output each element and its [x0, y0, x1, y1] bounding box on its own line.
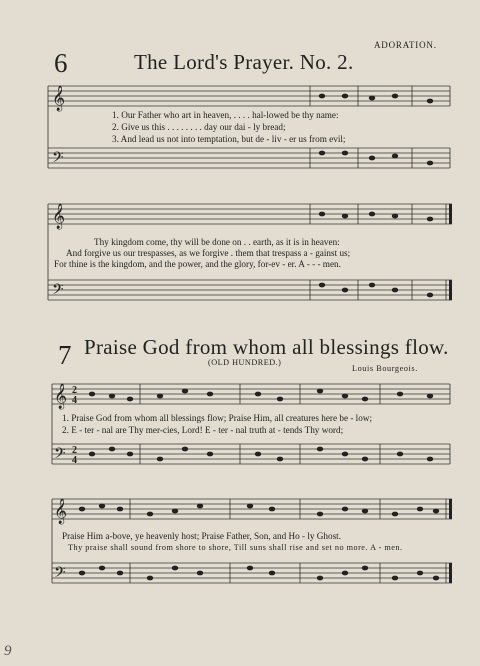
svg-text:4: 4 [72, 455, 77, 466]
svg-text:𝄢: 𝄢 [52, 281, 64, 301]
hymn-6-s2-line-1: Thy kingdom come, thy will be done on . . earth, as it is in heaven: [94, 237, 340, 247]
hymn-7-verse-1-part-b: Praise Him a-bove, ye heavenly host; Praise Father, Son, and Ho - ly Ghost. [62, 531, 342, 541]
page-number: 9 [4, 643, 12, 659]
hymn-6-s1-line-1: 1. Our Father who art in heaven, . . . . hal-lowed be thy name: [112, 110, 339, 120]
svg-text:𝄞: 𝄞 [54, 498, 68, 523]
hymn-6-s2-line-3: For thine is the kingdom, and the power, and the glory, for-ev - er. A - - - men. [54, 259, 341, 269]
tune-name: (OLD HUNDRED.) [208, 358, 282, 367]
category-label: ADORATION. [374, 40, 437, 50]
staff-system-1 [0, 78, 480, 188]
svg-text:2: 2 [72, 385, 77, 396]
hymn-7-number: 7 [58, 340, 72, 370]
hymn-7-title: Praise God from whom all blessings flow. [84, 335, 449, 359]
hymn-6-s2-line-2: And forgive us our trespasses, as we forgive . them that trespass a - gainst us; [66, 248, 351, 258]
svg-text:𝄢: 𝄢 [54, 564, 66, 584]
svg-text:4: 4 [72, 395, 77, 406]
svg-text:𝄞: 𝄞 [54, 383, 68, 408]
hymn-7-verse-2-part-a: 2. E - ter - nal are Thy mer-cies, Lord! E - ter - nal truth at - tends Thy word; [62, 425, 344, 435]
svg-text:𝄞: 𝄞 [52, 203, 66, 228]
composer-name: Louis Bourgeois. [352, 364, 418, 373]
svg-text:𝄞: 𝄞 [52, 85, 66, 110]
svg-text:𝄢: 𝄢 [52, 149, 64, 169]
hymn-6-s1-line-2: 2. Give us this . . . . . . . . day our dai - ly bread; [112, 122, 286, 132]
hymn-7-verse-1-part-a: 1. Praise God from whom all blessings flow; Praise Him, all creatures here be - low; [62, 413, 373, 423]
hymn-6-s1-line-3: 3. And lead us not into temptation, but de - liv - er us from evil; [112, 134, 346, 144]
svg-text:2: 2 [72, 445, 77, 456]
svg-text:𝄢: 𝄢 [54, 445, 66, 465]
hymn-6-number: 6 [54, 48, 68, 78]
hymn-6-title: The Lord's Prayer. No. 2. [134, 50, 354, 74]
hymn-7-verse-2-part-b: Thy praise shall sound from shore to shore, Till suns shall rise and set no more. A - men. [68, 543, 403, 552]
